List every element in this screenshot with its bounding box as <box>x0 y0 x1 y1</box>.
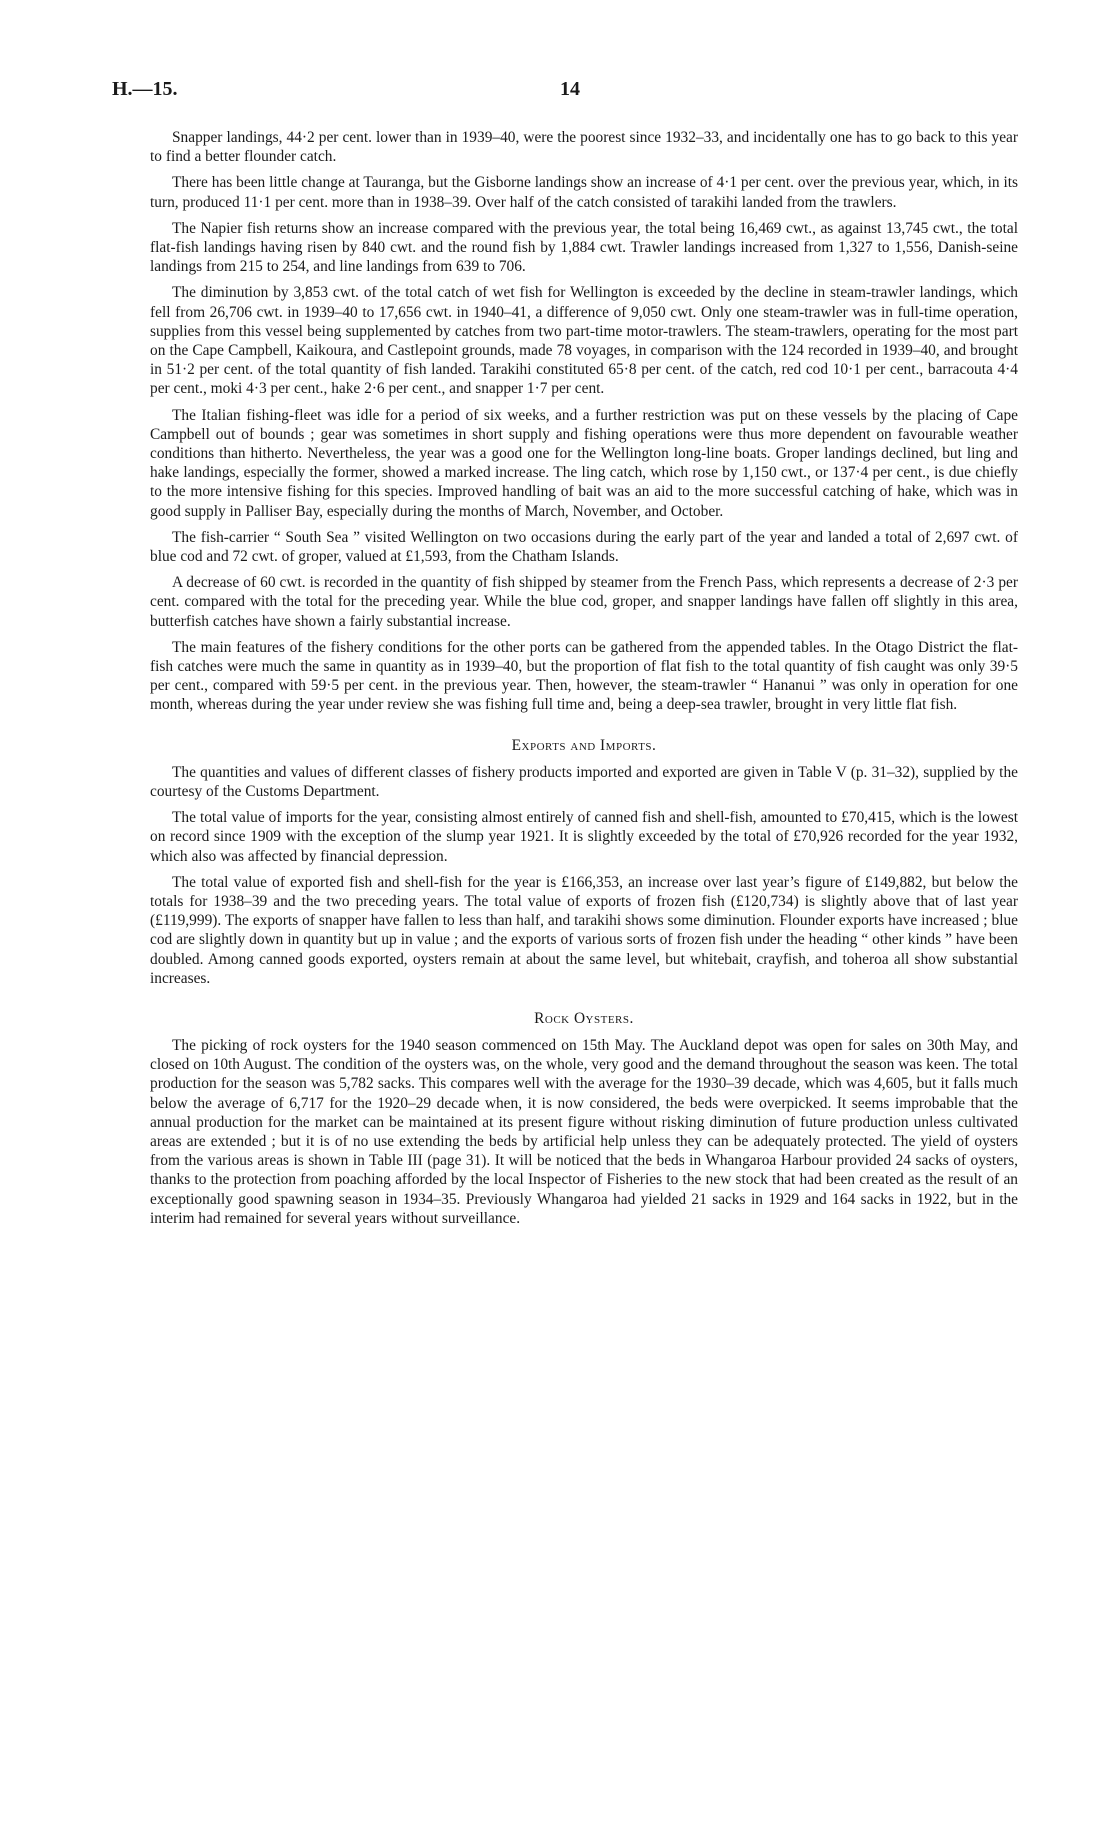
paragraph-exports-total: The total value of exported fish and shell-fish for the year is £166,353, an increase over last year’s figure of £149,882, but below the totals for 1938–39 and the two preceding years. The total value of exports of frozen fish (£120,734) is slightly above that of last year (£119,999). The exports of snapper have fallen to less than half, and tarakihi shows some diminution. Flounder exports have increased ; blue cod are slightly down in quantity but up in value ; and the exports of various sorts of frozen fish under the heading “ other kinds ” have been doubled. Among canned goods exported, oysters remain at about the same level, but whitebait, crayfish, and toheroa all show substantial increases. <box>150 873 1018 987</box>
section-heading-exports: Exports and Imports. <box>511 736 657 754</box>
paragraph-napier: The Napier fish returns show an increase compared with the previous year, the total being 16,469 cwt., as against 13,745 cwt., the total flat-fish landings having risen by 840 cwt. and the round fish by 1,884 cwt. Trawler landings increased from 1,327 to 1,556, Danish-seine landings from 215 to 254, and line landings from 639 to 706. <box>150 219 1018 276</box>
page-number: 14 <box>560 78 580 100</box>
paragraph-snapper: Snapper landings, 44·2 per cent. lower than in 1939–40, were the poorest since 1932–33, and incidentally one has to go back to this year to find a better flounder catch. <box>150 129 1018 166</box>
paragraph-exports-tables: The quantities and values of different classes of fishery products imported and exported are given in Table V (p. 31–32), supplied by the courtesy of the Customs Department. <box>150 763 1018 800</box>
paragraph-french-pass: A decrease of 60 cwt. is recorded in the quantity of fish shipped by steamer from the French Pass, which represents a decrease of 2·3 per cent. compared with the total for the preceding year. While the blue cod, groper, and snapper landings have fallen off slightly in this area, butterfish catches have shown a fairly substantial increase. <box>150 574 1018 630</box>
paragraph-imports-total: The total value of imports for the year, consisting almost entirely of canned fish and shell-fish, amounted to £70,415, which is the lowest on record since 1909 with the exception of the slump year 1921. It is slightly exceeded by the total of £70,926 recorded for the year 1932, which also was affected by financial depression. <box>150 809 1018 865</box>
paragraph-tauranga-gisborne: There has been little change at Tauranga, but the Gisborne landings show an increase of 4·1 per cent. over the previous year, which, in its turn, produced 11·1 per cent. more than in 1938–39. Over half of the catch consisted of tarakihi landed from the trawlers. <box>150 174 1018 211</box>
page-body <box>150 128 1018 1235</box>
page-header <box>112 78 1002 104</box>
paragraph-south-sea: The fish-carrier “ South Sea ” visited Wellington on two occasions during the early part of the year and landed a total of 2,697 cwt. of blue cod and 72 cwt. of groper, valued at £1,593, from the Chatham Islands. <box>150 528 1018 566</box>
section-heading-rock-oysters: Rock Oysters. <box>534 1009 634 1027</box>
paragraph-rock-oysters: The picking of rock oysters for the 1940 season commenced on 15th May. The Auckland depot was open for sales on 30th May, and closed on 10th August. The condition of the oysters was, on the whole, very good and the demand throughout the season was keen. The total production for the season was 5,782 sacks. This compares well with the average for the 1930–39 decade, which was 4,605, but it falls much below the average of 6,717 for the 1920–29 decade when, it is now considered, the beds were overpicked. It seems improbable that the annual production for the market can be maintained at its present figure without risking diminution of future production unless cultivated areas are extended ; but it is of no use extending the beds by artificial help unless they can be adequately protected. The yield of oysters from the various areas is shown in Table III (page 31). It will be noticed that the beds in Whangaroa Harbour provided 24 sacks of oysters, thanks to the protection from poaching afforded by the local Inspector of Fisheries to the new stock that had been created as the result of an exceptionally good spawning season in 1934–35. Previously Whangaroa had yielded 21 sacks in 1929 and 164 sacks in 1922, but in the interim had remained for several years without surveillance. <box>150 1036 1018 1227</box>
paragraph-other-ports: The main features of the fishery conditions for the other ports can be gathered from the appended tables. In the Otago District the flat-fish catches were much the same in quantity as in 1939–40, but the proportion of flat fish to the total quantity of fish caught was only 39·5 per cent., compared with 59·5 per cent. in the previous year. Then, however, the steam-trawler “ Hananui ” was only in operation for one month, whereas during the year under review she was fishing full time and, being a deep-sea trawler, brought in very little flat fish. <box>150 638 1018 714</box>
paragraph-wellington: The diminution by 3,853 cwt. of the total catch of wet fish for Wellington is exceeded by the decline in steam-trawler landings, which fell from 26,706 cwt. in 1939–40 to 17,656 cwt. in 1940–41, a difference of 9,050 cwt. Only one steam-trawler was in full-time operation, supplies from this vessel being supplemented by catches from two part-time motor-trawlers. The steam-trawlers, operating for the most part on the Cape Campbell, Kaikoura, and Castlepoint grounds, made 78 voyages, in comparison with the 124 recorded in 1939–40, and brought in 51·2 per cent. of the total quantity of fish landed. Tarakihi constituted 65·8 per cent. of the catch, red cod 10·1 per cent., barracouta 4·4 per cent., moki 4·3 per cent., hake 2·6 per cent., and snapper 1·7 per cent. <box>150 284 1018 398</box>
fisheries-section <box>150 128 1018 715</box>
paragraph-italian-fleet: The Italian fishing-fleet was idle for a period of six weeks, and a further restriction was put on these vessels by the placing of Cape Campbell out of bounds ; gear was sometimes in short supply and fishing operations were thus more dependent on favourable weather conditions than hitherto. Nevertheless, the year was a good one for the Wellington long-line boats. Groper landings declined, but ling and hake landings, especially the former, showed a marked increase. The ling catch, which rose by 1,150 cwt., or 137·4 per cent., is due chiefly to the more intensive fishing for this species. Improved handling of bait was an aid to the more successful catching of hake, which was in good supply in Palliser Bay, especially during the months of March, November, and October. <box>150 406 1018 520</box>
rock-oysters-section <box>150 1010 1018 1228</box>
exports-imports-section <box>150 737 1018 988</box>
document-reference: H.—15. <box>112 78 178 100</box>
